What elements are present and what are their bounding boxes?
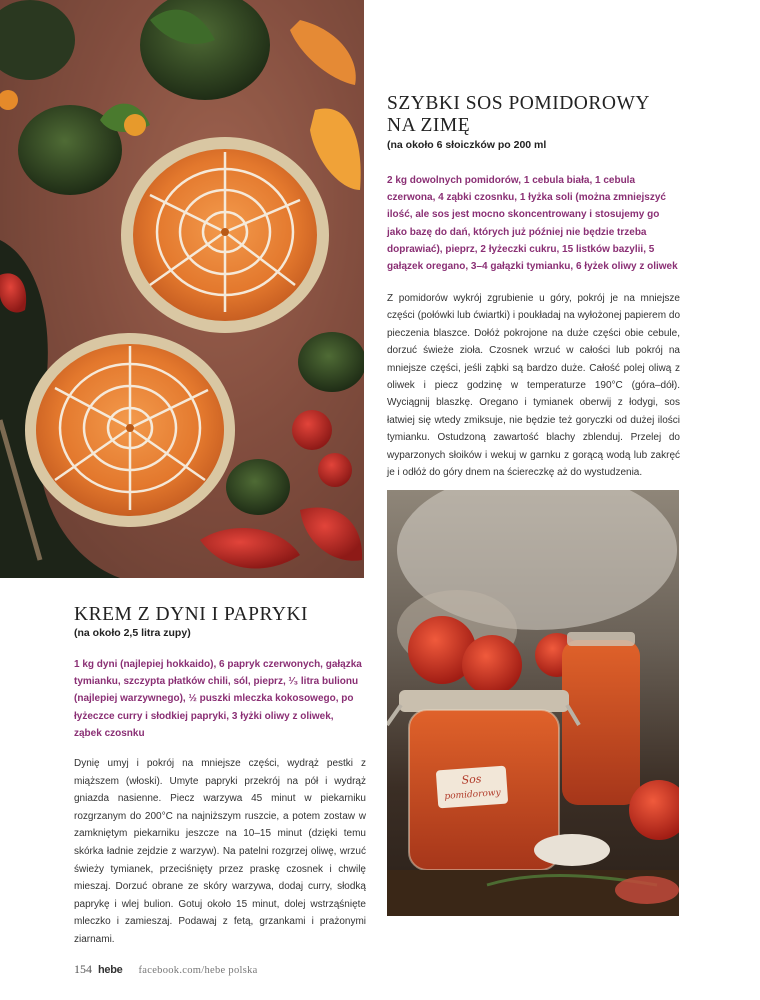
page-number: 154 <box>74 962 92 976</box>
footer-url: facebook.com/hebe polska <box>138 965 258 976</box>
page-footer <box>74 962 258 977</box>
tall-jar <box>562 640 640 805</box>
recipe-2-title: KREM Z DYNI I PAPRYKI <box>74 604 309 625</box>
small-pumpkin-1 <box>298 332 364 392</box>
recipe-1-method: Z pomidorów wykrój zgrubienie u góry, pokrój je na mniejsze części (połówki lub ćwiartki) i poukładaj na wyłożonej papierem do pieczenia blaszce. Dołóż pokrojone na duże części obie cebule, dorzuć świeże zioła. Czosnek wrzuć w całości lub pokrój na mniejsze części, jeśli ząbki są bardzo duże. Całość polej oliwą z oliwek i piecz godzinę w temperaturze 190°C (góra–dół). Wyciągnij blaszkę. Oregano i tymianek oberwij z łodygi, sos łatwiej się wtedy zmiksuje, nie będzie też goryczki od dużej ilości tymianku. Ostudzoną zawartość blachy zblenduj. Przelej do wyparzonych słoików i wekuj w garnku z gorącą wodą lub zakręć je i odłóż do góry dnem na ściereczkę aż do wystudzenia. <box>387 293 680 479</box>
soup-photo <box>0 0 364 578</box>
soup-photo-illustration <box>0 0 364 578</box>
recipe-1-yield: (na około 6 słoiczków po 200 ml <box>387 139 547 151</box>
jar-label-line-1: Sos <box>461 772 482 787</box>
recipe-2-yield: (na około 2,5 litra zupy) <box>74 627 191 639</box>
brand-logo: hebe <box>98 964 123 976</box>
recipe-1-title-line-2: NA ZIMĘ <box>387 115 471 136</box>
jar-label-line-2: pomidorowy <box>444 788 501 802</box>
jars-photo-illustration <box>387 490 679 916</box>
jar-lid <box>399 690 569 712</box>
recipe-1-title-line-1: SZYBKI SOS POMIDOROWY <box>387 93 650 114</box>
small-pumpkin-2 <box>226 459 290 515</box>
garlic <box>534 834 610 866</box>
recipe-2-ingredients: 1 kg dyni (najlepiej hokkaido), 6 papryk czerwonych, gałązka tymianku, szczypta płatków chili, sól, pieprz, ¹⁄₃ litra bulionu (najlepiej warzywnego), ½ puszki mleczka kokosowego, po łyżeczce curry i słodkiej papryki, 3 łyżki oliwy z oliwek, ząbek czosnku <box>74 659 362 739</box>
recipe-1-ingredients: 2 kg dowolnych pomidorów, 1 cebula biała, 1 cebula czerwona, 4 ząbki czosnku, 1 łyżka soli (można zmniejszyć ilość, ale sos jest mocno skoncentrowany i stosujemy go jako bazę do dań, których już później nie będzie trzeba doprawiać), pieprz, 2 łyżeczki cukru, 15 listków bazylii, 5 gałązek oregano, 3–4 gałązki tymianku, 6 łyżek oliwy z oliwek <box>387 175 678 273</box>
jars-photo <box>387 490 679 916</box>
recipe-2-method: Dynię umyj i pokrój na mniejsze części, wydrąż pestki z miąższem (włoski). Umyte papryki przekrój na pół i wydrąż gniazda nasienne. Piecz warzywa 45 minut w piekarniku rozgrzanym do 200°C na najniższym ruszcie, a potem zostaw w zamkniętym piekarniku jeszcze na 10–15 minut (dzięki temu skórka ładnie zejdzie z warzyw). Na patelni rozgrzej oliwę, wrzuć świeży tymianek, przeciśnięty przez praskę czosnek i chwilę mieszaj. Dorzuć obrane ze skóry warzywa, dodaj curry, słodką paprykę i wlej bulion. Gotuj około 15 minut, dolej wstrząśnięte mleczko i zamieszaj. Podawaj z fetą, grzankami i prażonymi ziarnami. <box>74 758 366 945</box>
recipe-1-title <box>387 93 687 137</box>
